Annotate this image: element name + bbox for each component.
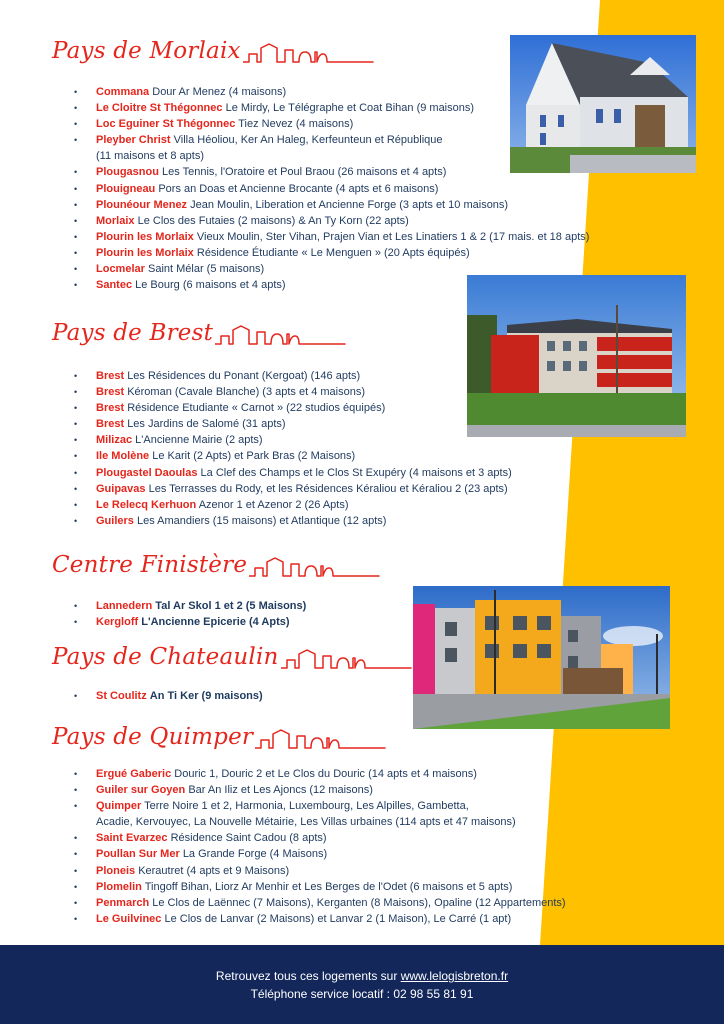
skyline-icon <box>243 42 375 64</box>
list-quimper <box>72 766 566 927</box>
photo-colorful-building <box>413 586 670 729</box>
footer-phone-line: Téléphone service locatif : 02 98 55 81 91 <box>250 987 474 1001</box>
section-title-text: Pays de Quimper <box>52 724 254 750</box>
list-item: • Brest Résidence Etudiante « Carnot » (22 studios équipés) <box>72 400 512 416</box>
list-item: • Ile Molène Le Karit (2 Apts) et Park Bras (2 Maisons) <box>72 448 512 464</box>
list-item: • St Coulitz An Ti Ker (9 maisons) <box>72 688 263 704</box>
list-item: • Plounéour Menez Jean Moulin, Liberation et Ancienne Forge (3 apts et 10 maisons) <box>72 197 589 213</box>
list-item: • Poullan Sur Mer La Grande Forge (4 Maisons) <box>72 846 566 862</box>
list-item: • Le Relecq Kerhuon Azenor 1 et Azenor 2 (26 Apts) <box>72 497 512 513</box>
list-item: • Guiler sur Goyen Bar An Iliz et Les Ajoncs (12 maisons) <box>72 782 566 798</box>
section-title-quimper <box>52 724 387 750</box>
list-item: • Brest Kéroman (Cavale Blanche) (3 apts et 4 maisons) <box>72 384 512 400</box>
list-item: • Plourin les Morlaix Vieux Moulin, Ster Vihan, Prajen Vian et Les Linatiers 1 & 2 (17 mais. et 18 apts) <box>72 229 589 245</box>
list-item: • Morlaix Le Clos des Futaies (2 maisons) & An Ty Korn (22 apts) <box>72 213 589 229</box>
list-item: • Locmelar Saint Mélar (5 maisons) <box>72 261 589 277</box>
list-item: • Plougasnou Les Tennis, l'Oratoire et Poul Braou (26 maisons et 4 apts) <box>72 164 589 180</box>
list-item: • Penmarch Le Clos de Laënnec (7 Maisons), Kerganten (8 Maisons), Opaline (12 Appartements) <box>72 895 566 911</box>
list-item: • Quimper Terre Noire 1 et 2, Harmonia, Luxembourg, Les Alpilles, Gambetta, Acadie, Kervouyec, La Nouvelle Métairie, Les Villas urbaines (114 apts et 47 maisons) <box>72 798 566 830</box>
list-item: • Plomelin Tingoff Bihan, Liorz Ar Menhir et Les Berges de l'Odet (6 maisons et 5 apts) <box>72 879 566 895</box>
photo-morlaix-houses <box>510 35 696 173</box>
list-item: • Santec Le Bourg (6 maisons et 4 apts) <box>72 277 589 293</box>
section-title-text: Pays de Morlaix <box>52 38 241 64</box>
list-item: • Guipavas Les Terrasses du Rody, et les Résidences Kéraliou et Kéraliou 2 (23 apts) <box>72 481 512 497</box>
footer-website-line <box>0 969 724 983</box>
list-chateaulin <box>72 688 263 704</box>
skyline-icon <box>255 728 387 750</box>
list-item: • Plougastel Daoulas La Clef des Champs et le Clos St Exupéry (4 maisons et 3 apts) <box>72 465 512 481</box>
list-item: • Saint Evarzec Résidence Saint Cadou (8 apts) <box>72 830 566 846</box>
list-item: • Loc Eguiner St Thégonnec Tiez Nevez (4 maisons) <box>72 116 589 132</box>
website-link[interactable]: www.lelogisbreton.fr <box>400 969 509 983</box>
list-item: • Milizac L'Ancienne Mairie (2 apts) <box>72 432 512 448</box>
photo-brest-building <box>467 275 686 437</box>
section-title-chateaulin <box>52 644 413 670</box>
section-title-text: Pays de Chateaulin <box>52 644 279 670</box>
list-item: • Brest Les Jardins de Salomé (31 apts) <box>72 416 512 432</box>
list-item: • Le Guilvinec Le Clos de Lanvar (2 Maisons) et Lanvar 2 (1 Maison), Le Carré (1 apt) <box>72 911 566 927</box>
list-item: • Plouigneau Pors an Doas et Ancienne Brocante (4 apts et 6 maisons) <box>72 181 589 197</box>
list-item: • Kergloff L'Ancienne Epicerie (4 Apts) <box>72 614 306 630</box>
section-title-text: Pays de Brest <box>52 320 214 346</box>
section-title-text: Centre Finistère <box>52 552 248 578</box>
list-item: • Guilers Les Amandiers (15 maisons) et Atlantique (12 apts) <box>72 513 512 529</box>
list-item: • Lannedern Tal Ar Skol 1 et 2 (5 Maisons) <box>72 598 306 614</box>
list-item: • Plourin les Morlaix Résidence Étudiante « Le Menguen » (20 Apts équipés) <box>72 245 589 261</box>
list-brest <box>72 368 512 529</box>
list-item: • Ergué Gaberic Douric 1, Douric 2 et Le Clos du Douric (14 apts et 4 maisons) <box>72 766 566 782</box>
footer-prefix: Retrouvez tous ces logements sur <box>215 969 401 983</box>
skyline-icon <box>249 556 381 578</box>
footer <box>0 945 724 1024</box>
list-item: • Pleyber Christ Villa Héoliou, Ker An Haleg, Kerfeunteun et République (11 maisons et 8 apts) <box>72 132 589 164</box>
skyline-icon <box>281 648 413 670</box>
section-title-centre-finistere <box>52 552 381 578</box>
list-item: • Le Cloitre St Thégonnec Le Mirdy, Le Télégraphe et Coat Bihan (9 maisons) <box>72 100 589 116</box>
list-item: • Brest Les Résidences du Ponant (Kergoat) (146 apts) <box>72 368 512 384</box>
list-centre-finistere <box>72 598 306 630</box>
section-title-morlaix <box>52 38 375 64</box>
skyline-icon <box>215 324 347 346</box>
list-item: • Commana Dour Ar Menez (4 maisons) <box>72 84 589 100</box>
section-title-brest <box>52 320 347 346</box>
list-item: • Ploneis Kerautret (4 apts et 9 Maisons) <box>72 863 566 879</box>
